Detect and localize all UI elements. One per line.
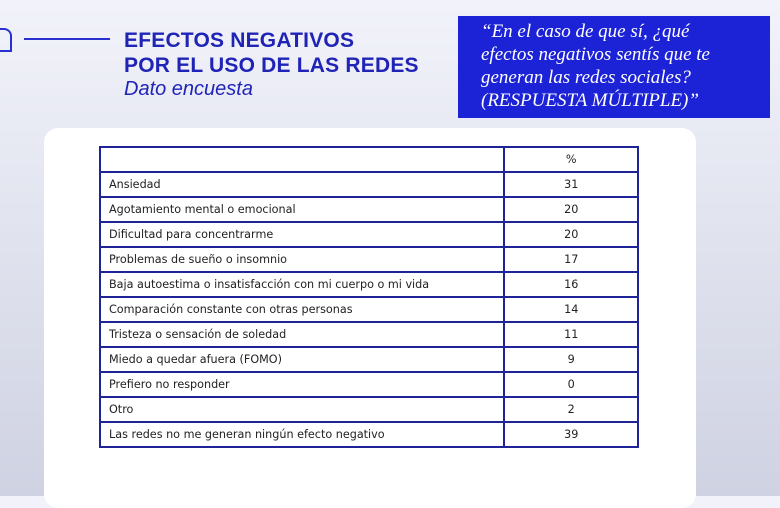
- question-line-4: (RESPUESTA MÚLTIPLE)”: [481, 90, 699, 111]
- question-line-1: “En el caso de que sí, ¿qué: [481, 21, 690, 42]
- table-row: [100, 172, 638, 197]
- row-label: Otro: [100, 397, 504, 422]
- table-row: [100, 272, 638, 297]
- table-row: [100, 372, 638, 397]
- table-row: [100, 247, 638, 272]
- table-row: [100, 297, 638, 322]
- row-percent: 11: [504, 322, 638, 347]
- row-percent: 20: [504, 197, 638, 222]
- corner-bracket-icon: [0, 28, 12, 52]
- row-percent: 14: [504, 297, 638, 322]
- table-row: [100, 222, 638, 247]
- row-label: Agotamiento mental o emocional: [100, 197, 504, 222]
- row-label: Baja autoestima o insatisfacción con mi cuerpo o mi vida: [100, 272, 504, 297]
- header-label-cell: [100, 147, 504, 172]
- row-percent: 39: [504, 422, 638, 447]
- row-label: Comparación constante con otras personas: [100, 297, 504, 322]
- row-label: Dificultad para concentrarme: [100, 222, 504, 247]
- table-row: [100, 397, 638, 422]
- table-row: [100, 422, 638, 447]
- results-table: [99, 146, 639, 448]
- page-title: [124, 28, 419, 78]
- row-label: Ansiedad: [100, 172, 504, 197]
- row-percent: 9: [504, 347, 638, 372]
- row-percent: 2: [504, 397, 638, 422]
- header-percent-cell: %: [504, 147, 638, 172]
- row-percent: 16: [504, 272, 638, 297]
- page-subtitle: Dato encuesta: [124, 78, 253, 100]
- table-row: [100, 347, 638, 372]
- row-label: Miedo a quedar afuera (FOMO): [100, 347, 504, 372]
- row-percent: 31: [504, 172, 638, 197]
- survey-question-box: [458, 16, 770, 118]
- row-label: Problemas de sueño o insomnio: [100, 247, 504, 272]
- row-percent: 17: [504, 247, 638, 272]
- row-label: Prefiero no responder: [100, 372, 504, 397]
- row-label: Las redes no me generan ningún efecto negativo: [100, 422, 504, 447]
- page-title-line-1: EFECTOS NEGATIVOS: [124, 29, 355, 52]
- row-label: Tristeza o sensación de soledad: [100, 322, 504, 347]
- question-line-3: generan las redes sociales?: [481, 67, 691, 88]
- table-row: [100, 322, 638, 347]
- table-row: [100, 197, 638, 222]
- table-header-row: [100, 147, 638, 172]
- page-title-line-2: POR EL USO DE LAS REDES: [124, 54, 419, 77]
- question-line-2: efectos negativos sentís que te: [481, 44, 710, 65]
- row-percent: 0: [504, 372, 638, 397]
- header-divider-line: [24, 38, 110, 40]
- row-percent: 20: [504, 222, 638, 247]
